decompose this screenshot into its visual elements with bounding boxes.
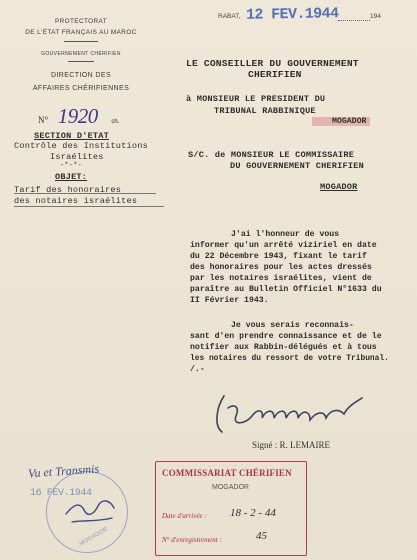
reference-number (38, 104, 119, 129)
objet-line2: des notaires israélites (14, 196, 138, 206)
round-stamp-ring-text: MOGADOR (78, 526, 110, 548)
commissariat-stamp (155, 461, 307, 556)
body-para2-line1: Je vous serais reconnais- (231, 321, 354, 330)
section-title: SECTION D'ETAT (34, 131, 109, 141)
objet-underline-2 (14, 206, 164, 207)
body-para1-line7: II Février 1943. (190, 296, 269, 305)
registration-label: N° d'enregistrement : (162, 536, 222, 544)
number-suffix: ch. (111, 119, 120, 125)
subsection-line1: Contrôle des Institutions (14, 141, 148, 151)
handwritten-note: Vu et Transmis (27, 461, 100, 481)
header-protectorat: PROTECTORAT (54, 18, 108, 25)
objet-line1: Tarif des honoraires (14, 185, 122, 195)
objet-underline-1 (14, 193, 156, 194)
header-gouvernement: GOUVERNEMENT CHÉRIFIEN (41, 51, 121, 57)
body-para1-line2: informer qu'un arrêté viziriel en date (190, 241, 377, 250)
arrival-label: Date d'arrivée : (162, 512, 207, 520)
objet-label: OBJET: (55, 172, 88, 182)
subsection-line2: Israélites (50, 152, 104, 162)
recipient-city-stamp: MOGADOR (332, 117, 367, 126)
recipient-line2: TRIBUNAL RABBINIQUE (214, 106, 316, 116)
body-para2-line2: sant d'en prendre connaissance et de le (190, 332, 382, 341)
header-divider-2 (68, 61, 94, 62)
arrival-value: 18 - 2 - 44 (230, 507, 276, 519)
via-city: MOGADOR (320, 182, 358, 192)
commissariat-stamp-city: MOGADOR (212, 484, 249, 491)
date-prefix: RABAT, (218, 13, 241, 20)
registration-value: 45 (256, 530, 267, 542)
body-para2-line5: /.- (190, 365, 205, 374)
body-para1-line3: du 22 Décembre 1943, fixant le tarif (190, 252, 367, 261)
commissariat-stamp-title: COMMISSARIAT CHÉRIFIEN (162, 468, 292, 478)
date-suffix: 194 (370, 13, 381, 20)
signature-label: Signé : R. LEMAIRE (252, 440, 330, 450)
body-para2-line4: les notaires du ressort de votre Tribunal. (190, 354, 389, 363)
recipient-line1: à MONSIEUR LE PRESIDENT DU (186, 94, 326, 104)
header-divider-1 (64, 41, 98, 42)
body-para1-line4: des honoraires pour les actes dressés (190, 263, 372, 272)
handwritten-signature (206, 388, 376, 440)
body-para1-line5: par les notaires israélites, vient de (190, 274, 372, 283)
sender-line1: LE CONSEILLER DU GOUVERNEMENT (186, 58, 359, 69)
number-prefix: N° (38, 115, 49, 125)
date-stamp: 12 FEV.1944 (245, 5, 339, 24)
initials-scribble (62, 494, 122, 528)
separator-stars: -*-*- (60, 162, 83, 170)
date-dotted-line (338, 20, 370, 21)
body-para2-line3: notifier aux Rabbin-délégués et à tous (190, 343, 377, 352)
header-etat-francais: DE L'ÉTAT FRANÇAIS AU MAROC (25, 29, 137, 36)
sender-line2: CHERIFIEN (248, 69, 302, 80)
via-line2: DU GOUVERNEMENT CHERIFIEN (230, 161, 364, 171)
body-para1-line6: paraître au Bulletin Officiel N°1633 du (190, 285, 382, 294)
number-handwritten: 1920 (57, 104, 98, 128)
body-para1-line1: J'ai l'honneur de vous (231, 230, 340, 239)
header-direction: DIRECTION DES (50, 72, 112, 79)
round-stamp-date: 16 FEV.1944 (30, 488, 92, 499)
header-affaires: AFFAIRES CHÉRIFIENNES (32, 85, 130, 92)
via-line1: S/C. de MONSIEUR LE COMMISSAIRE (188, 150, 355, 160)
